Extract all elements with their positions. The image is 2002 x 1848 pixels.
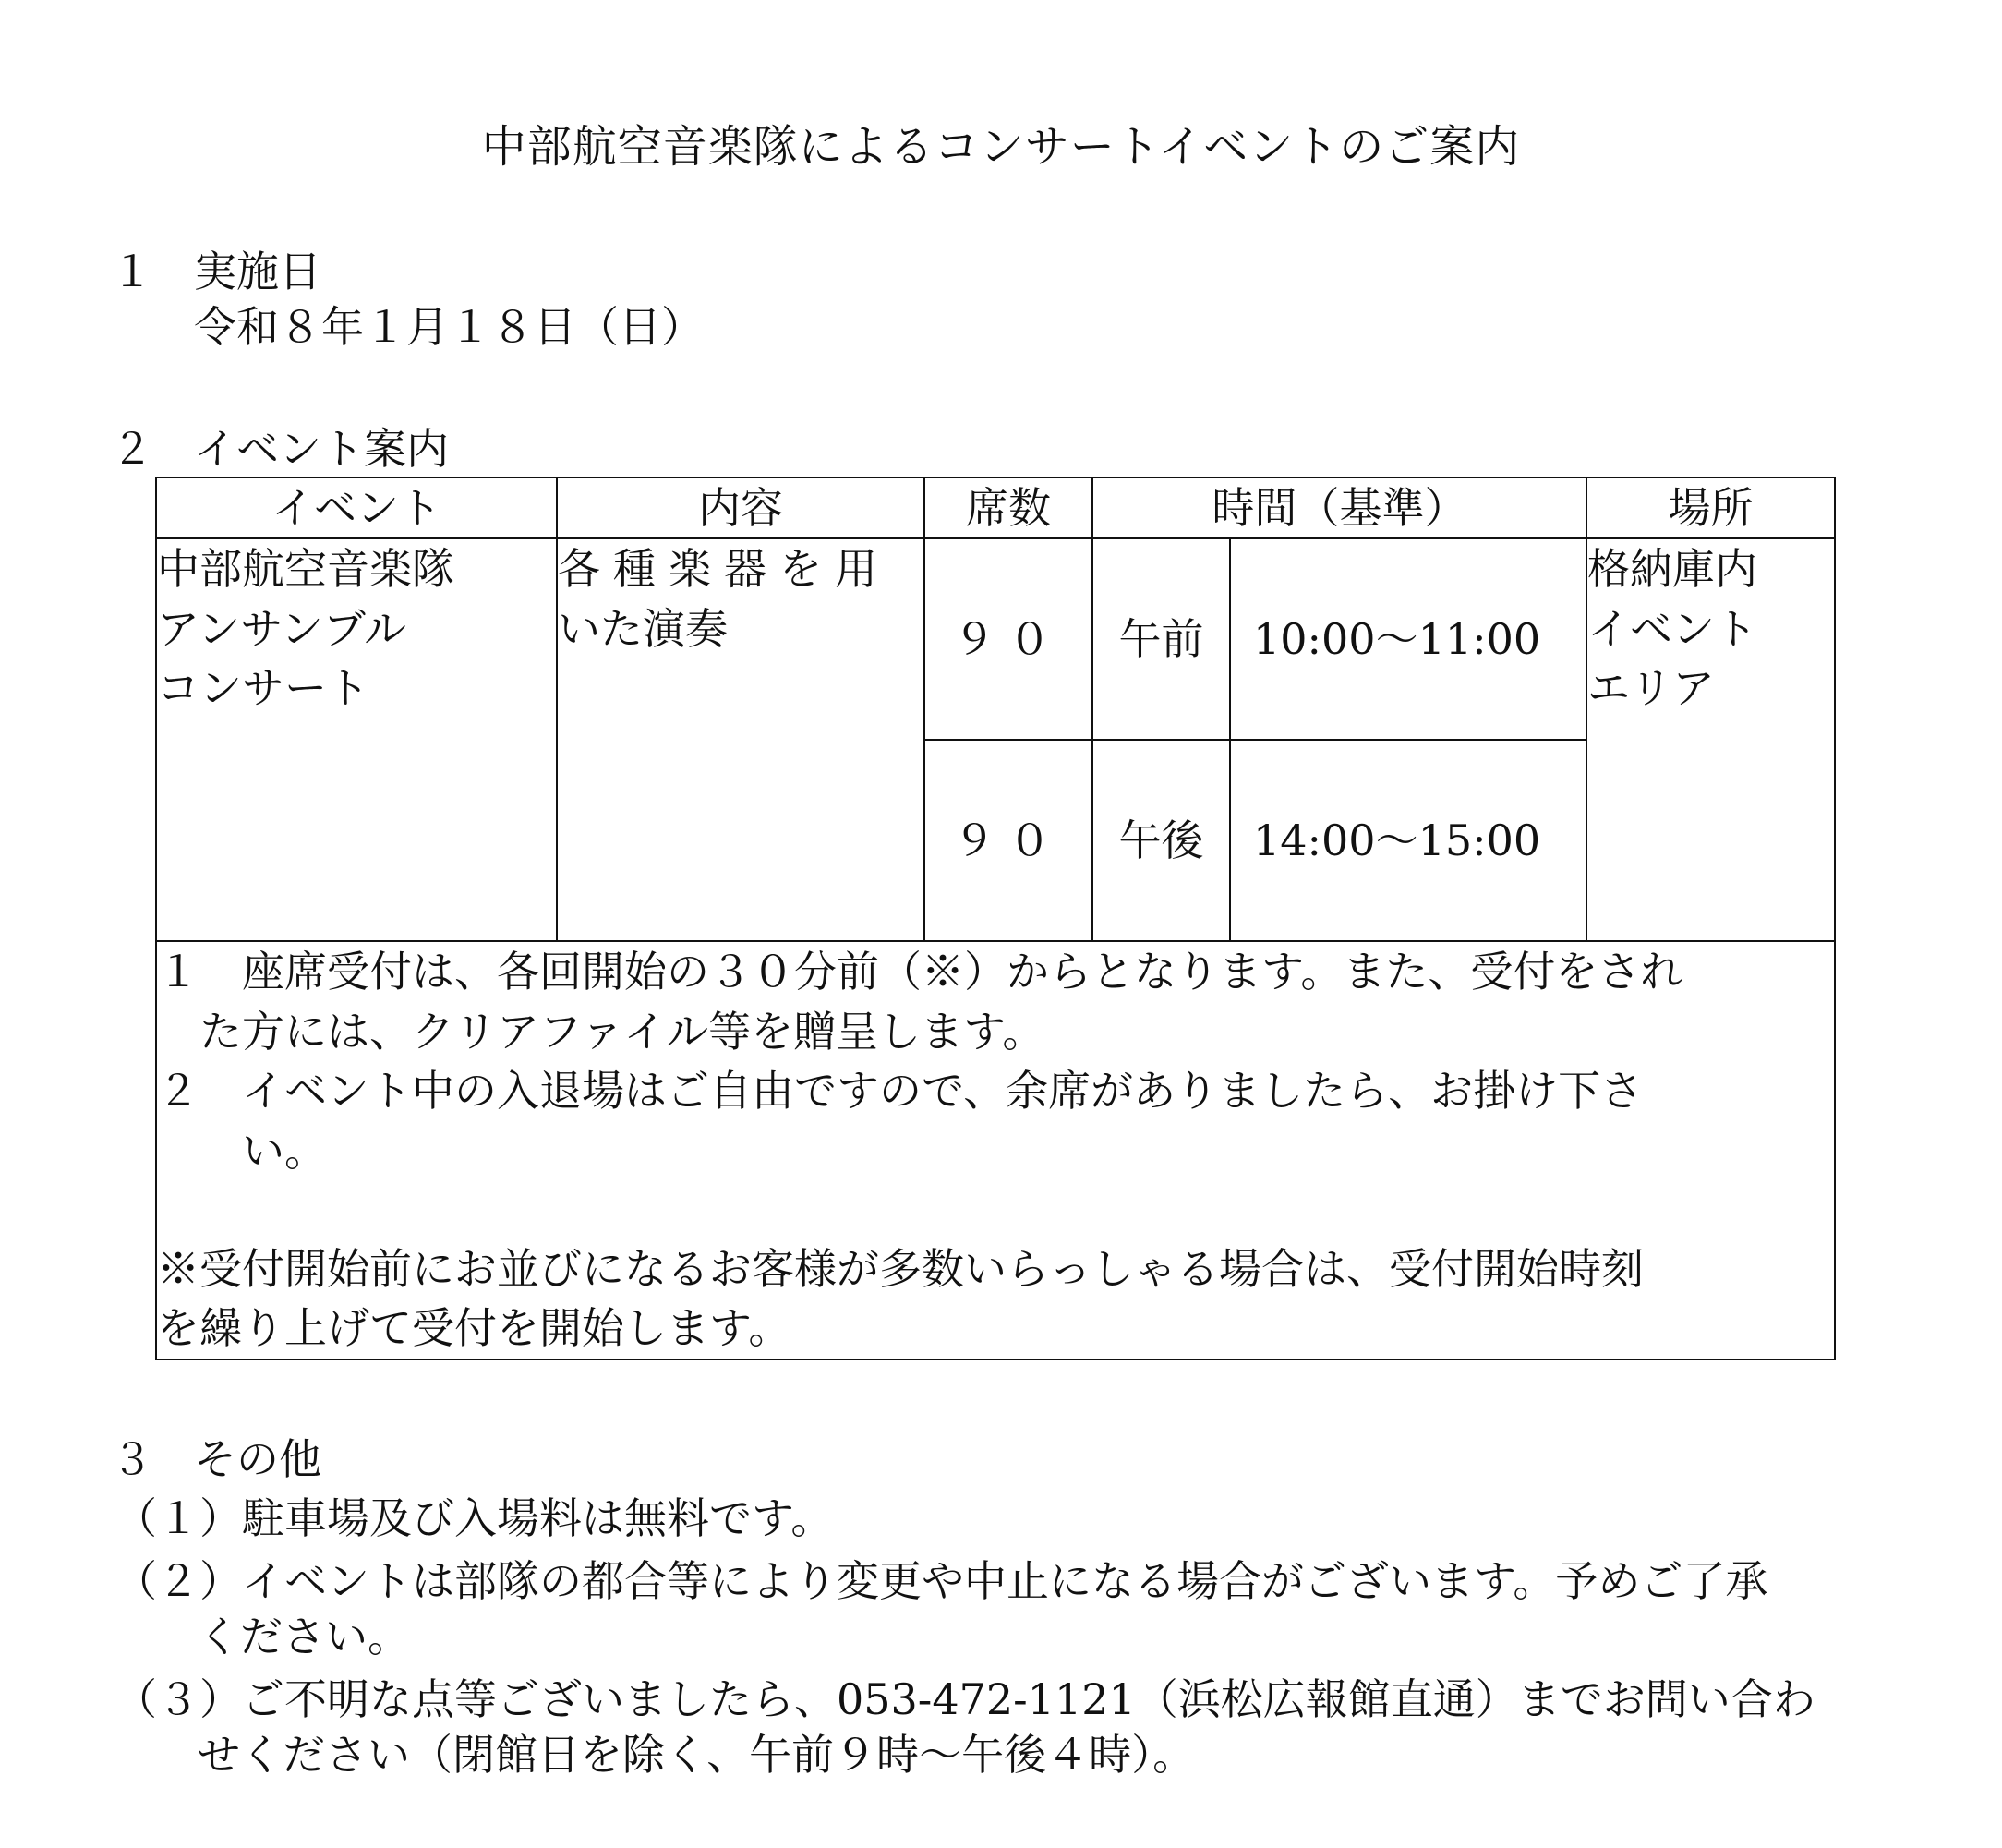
- header-content: 内容: [557, 477, 924, 538]
- other-item-text: イベントは部隊の都合等により変更や中止になる場合がございます。予めご了承: [242, 1556, 1768, 1606]
- notes-spacer: [157, 1180, 1834, 1239]
- section-3-title: その他: [194, 1434, 321, 1484]
- event-date: 令和８年１月１８日（日）: [194, 302, 704, 352]
- section-1-heading: [111, 242, 321, 301]
- session-period-cell: [1092, 538, 1230, 740]
- other-item-2-continuation: ください。: [198, 1612, 410, 1661]
- event-name-cell: [156, 538, 557, 941]
- session-seats-cell: [924, 538, 1092, 740]
- other-item-1: [115, 1489, 833, 1548]
- event-name-line: アンサンブル: [157, 603, 407, 654]
- other-item-label: （３）: [115, 1674, 242, 1724]
- other-item-3: [115, 1670, 1815, 1729]
- header-place: 場所: [1586, 477, 1835, 538]
- session-seats: ９０: [953, 614, 1064, 665]
- session-time: 14:00～15:00: [1253, 815, 1541, 866]
- event-table: [155, 477, 1836, 1360]
- table-row: [156, 538, 1835, 740]
- event-place-cell: [1586, 538, 1835, 941]
- other-item-text: ご不明な点等ございましたら、053-472-1121（浜松広報館直通）までお問い合わ: [242, 1674, 1815, 1724]
- event-place-line: エリア: [1587, 663, 1715, 714]
- note-asterisk-line: ※受付開始前にお並びになるお客様が多数いらっしゃる場合は、受付開始時刻: [157, 1243, 1644, 1294]
- session-time: 10:00～11:00: [1253, 614, 1541, 665]
- table-header-row: [156, 477, 1835, 538]
- session-period: 午前: [1118, 614, 1204, 665]
- session-time-cell: [1230, 538, 1586, 740]
- event-place-line: イベント: [1587, 603, 1757, 654]
- event-name-line: 中部航空音楽隊: [157, 544, 454, 595]
- note-1-line: １ 座席受付は、各回開始の３０分前（※）からとなります。また、受付をされ: [157, 947, 1683, 997]
- other-item-3-continuation: せください（閉館日を除く、午前９時～午後４時）。: [198, 1730, 1196, 1780]
- event-place-line: 格納庫内: [1587, 544, 1757, 595]
- note-2-continuation: い。: [242, 1125, 327, 1176]
- header-seats: 席数: [924, 477, 1092, 538]
- section-2-heading: [111, 419, 449, 478]
- note-1-continuation: た方には、クリアファイル等を贈呈します。: [199, 1006, 1045, 1057]
- note-2-line: ２ イベント中の入退場はご自由ですので、余席がありましたら、お掛け下さ: [157, 1066, 1644, 1117]
- event-content-line: 各種楽器を用: [558, 544, 890, 595]
- section-1-title: 実施日: [194, 247, 321, 296]
- other-item-label: （２）: [115, 1556, 242, 1606]
- section-1-number: １: [111, 247, 153, 296]
- event-name-line: コンサート: [157, 663, 369, 714]
- page-title: 中部航空音楽隊によるコンサートイベントのご案内: [481, 121, 1521, 173]
- event-content-cell: [557, 538, 924, 941]
- other-item-label: （１）: [115, 1493, 242, 1543]
- table-notes-row: [156, 941, 1835, 1359]
- note-asterisk-continuation: を繰り上げて受付を開始します。: [157, 1303, 791, 1354]
- section-2-number: ２: [111, 424, 153, 474]
- session-period: 午後: [1118, 815, 1204, 866]
- section-3-heading: [111, 1430, 321, 1489]
- session-seats: ９０: [953, 815, 1064, 866]
- section-2-title: イベント案内: [194, 424, 449, 474]
- section-3-number: ３: [111, 1434, 153, 1484]
- other-item-text: 駐車場及び入場料は無料です。: [242, 1493, 834, 1543]
- event-content-line: いた演奏: [558, 603, 728, 654]
- session-seats-cell: [924, 740, 1092, 941]
- notes-cell: [156, 941, 1835, 1359]
- header-time: 時間（基準）: [1092, 477, 1586, 538]
- session-time-cell: [1230, 740, 1586, 941]
- session-period-cell: [1092, 740, 1230, 941]
- header-event: イベント: [156, 477, 557, 538]
- other-item-2: [115, 1552, 1767, 1611]
